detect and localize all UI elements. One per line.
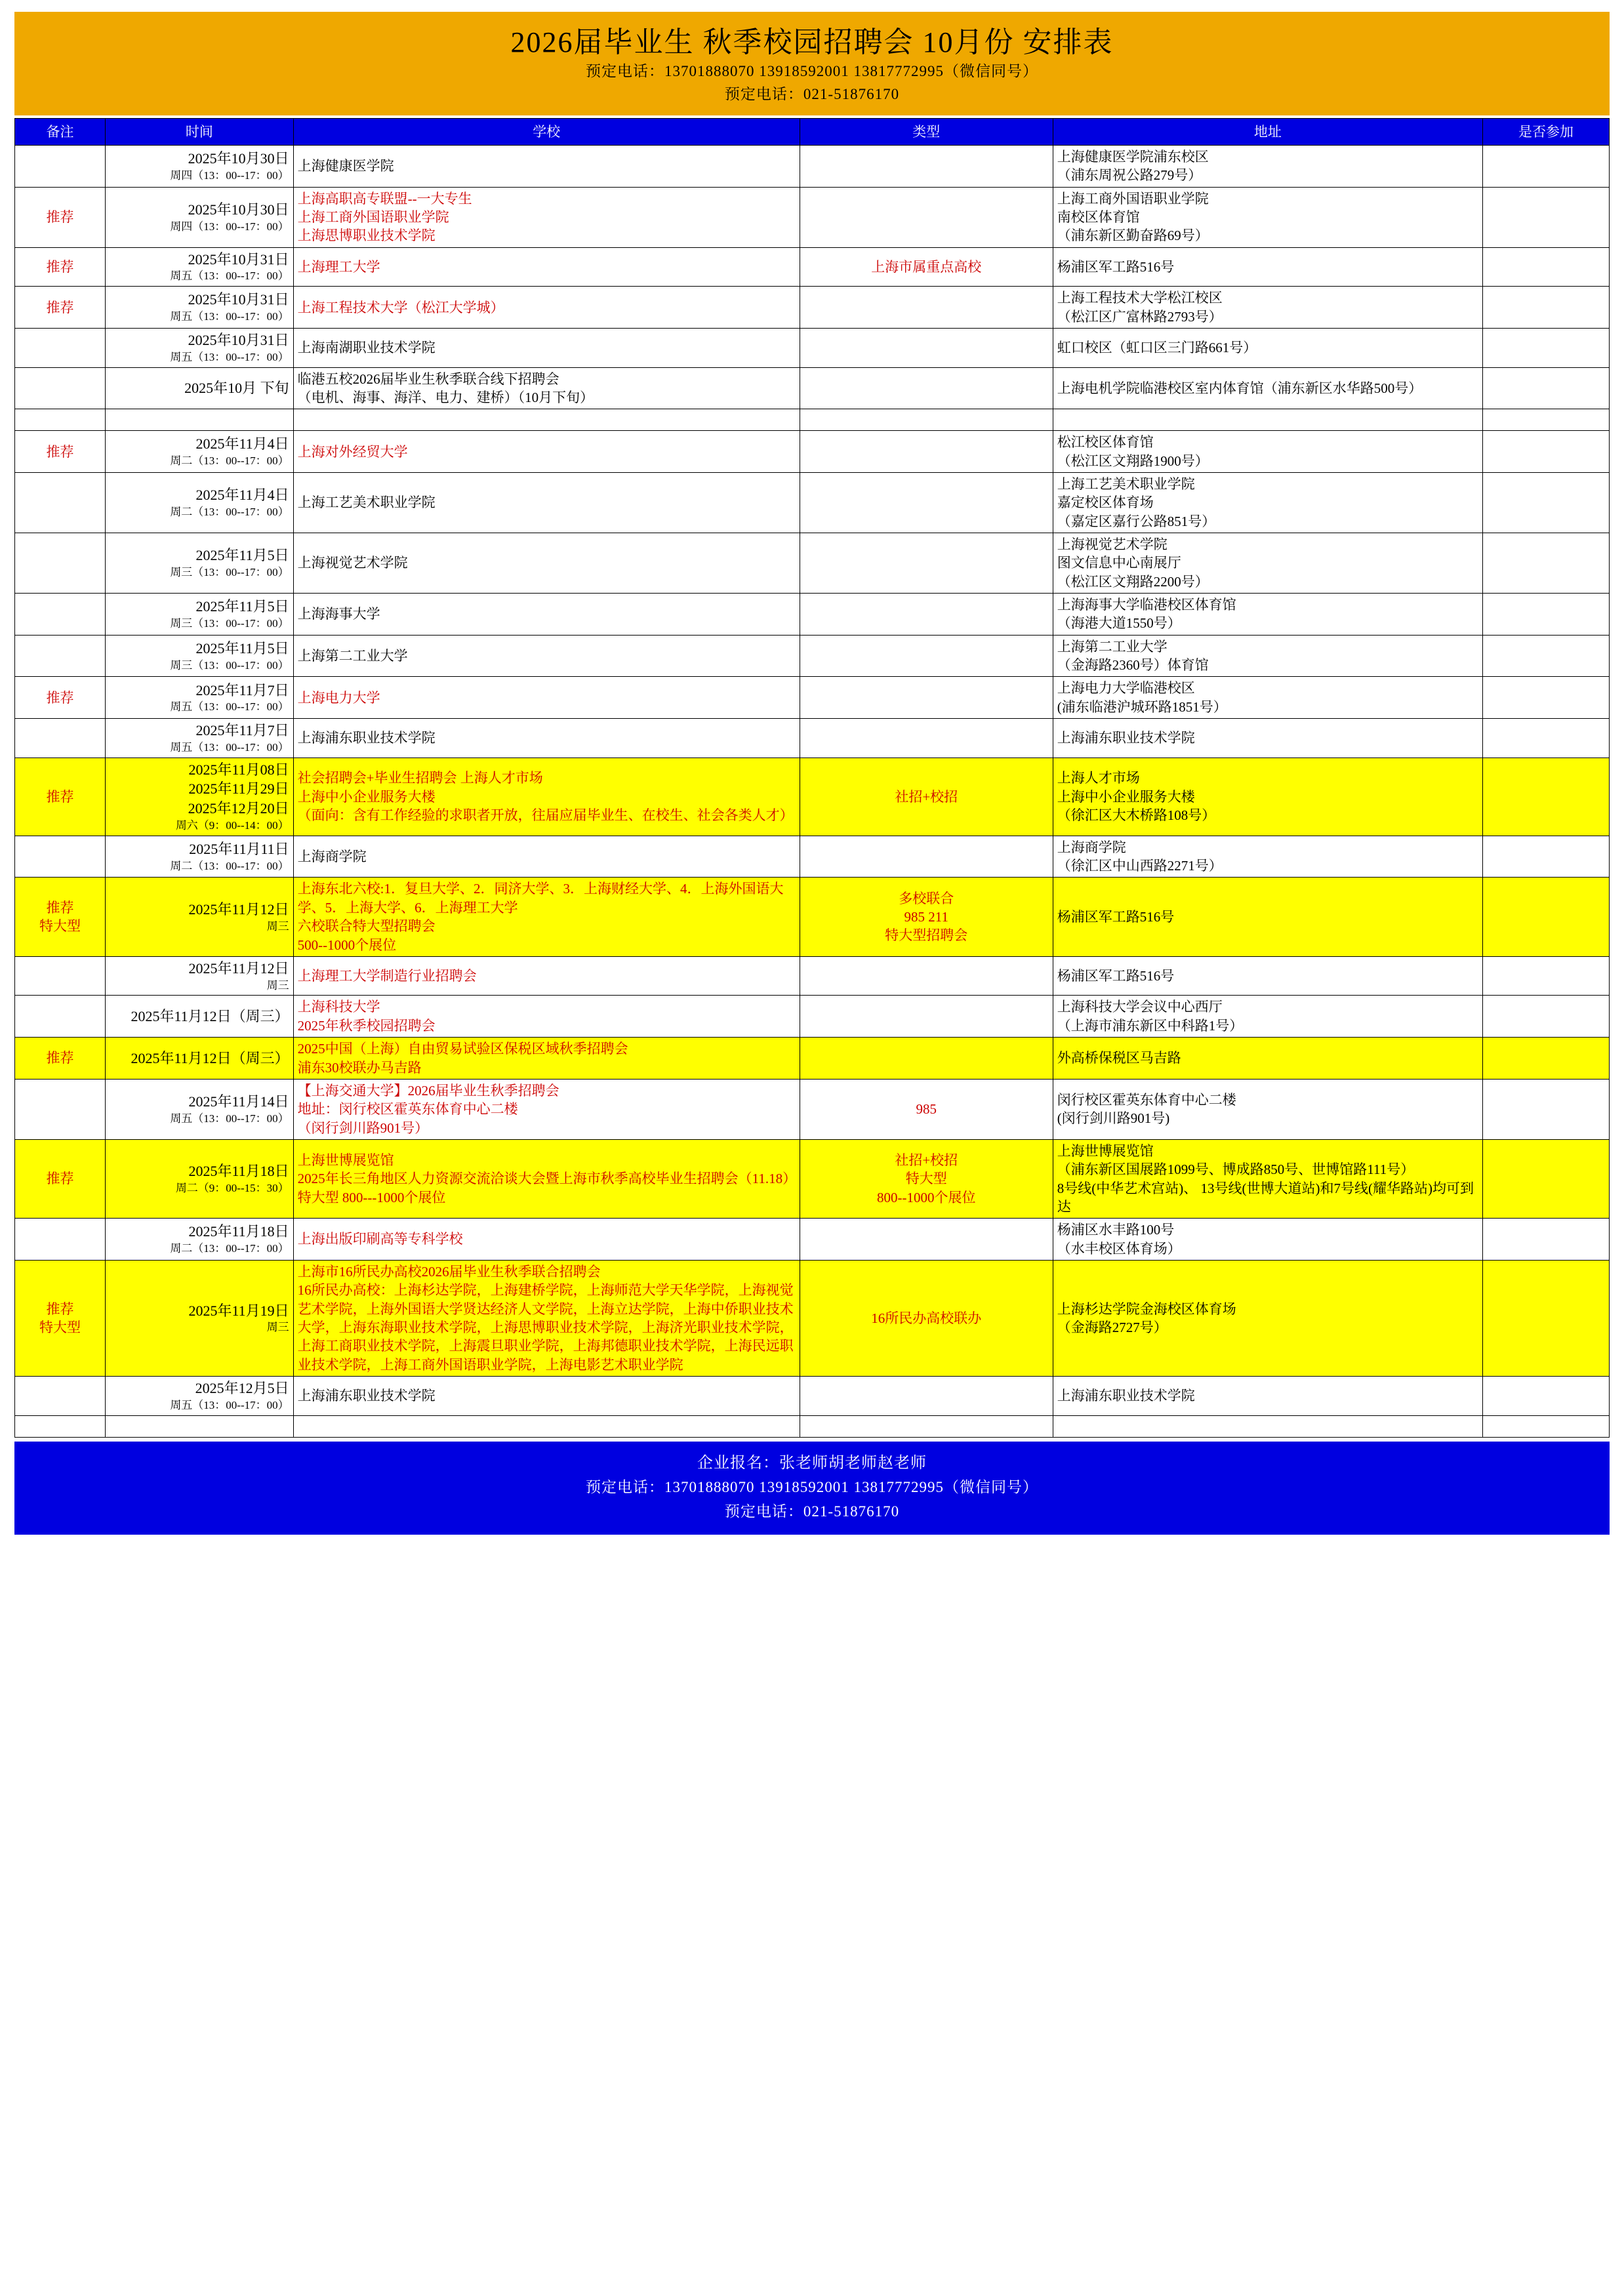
row-join-cell[interactable] [1482, 956, 1609, 996]
table-row [15, 594, 1610, 636]
row-datetime: 2025年11月12日 周三 [106, 878, 294, 956]
column-header-join: 是否参加 [1482, 119, 1609, 146]
row-school: 2025中国（上海）自由贸易试验区保税区域秋季招聘会 浦东30校联办马吉路 [293, 1038, 800, 1080]
column-header-address: 地址 [1053, 119, 1482, 146]
row-address: 上海世博展览馆 （浦东新区国展路1099号、博成路850号、世博馆路111号） 8号线(中华艺术宫站)、 13号线(世博大道站)和7号线(耀华路站)均可到达 [1053, 1139, 1482, 1218]
row-join-cell[interactable] [1482, 473, 1609, 533]
row-join-cell[interactable] [1482, 146, 1609, 188]
row-address: 上海工商外国语职业学院 南校区体育馆 （浦东新区勤奋路69号） [1053, 187, 1482, 247]
table-row [15, 956, 1610, 996]
row-type [800, 287, 1053, 329]
row-school: 临港五校2026届毕业生秋季联合线下招聘会 （电机、海事、海洋、电力、建桥）（10月下旬） [293, 367, 800, 409]
row-note [15, 473, 106, 533]
row-note [15, 1415, 106, 1437]
row-address: 杨浦区军工路516号 [1053, 247, 1482, 287]
table-row [15, 1139, 1610, 1218]
header-phone-line-1: 预定电话：13701888070 13918592001 13817772995（微信同号） [586, 63, 1038, 79]
column-header-note: 备注 [15, 119, 106, 146]
row-note [15, 367, 106, 409]
row-join-cell[interactable] [1482, 247, 1609, 287]
row-datetime: 2025年11月11日 周二（13：00--17：00） [106, 836, 294, 878]
row-school: 上海浦东职业技术学院 [293, 719, 800, 758]
row-note [15, 329, 106, 368]
row-type [800, 836, 1053, 878]
row-school: 上海出版印刷高等专科学校 [293, 1219, 800, 1261]
row-note [15, 635, 106, 677]
table-row [15, 473, 1610, 533]
row-type [800, 996, 1053, 1038]
row-address: 上海电力大学临港校区 (浦东临港沪城环路1851号） [1053, 677, 1482, 719]
row-type [800, 1415, 1053, 1437]
row-join-cell[interactable] [1482, 996, 1609, 1038]
row-address: 上海浦东职业技术学院 [1053, 1377, 1482, 1416]
table-row [15, 533, 1610, 594]
row-join-cell[interactable] [1482, 635, 1609, 677]
row-note [15, 719, 106, 758]
row-school: 上海对外经贸大学 [293, 431, 800, 473]
row-type [800, 473, 1053, 533]
row-join-cell[interactable] [1482, 329, 1609, 368]
row-type [800, 187, 1053, 247]
row-address: 上海电机学院临港校区室内体育馆（浦东新区水华路500号） [1053, 367, 1482, 409]
row-address: 上海第二工业大学 （金海路2360号）体育馆 [1053, 635, 1482, 677]
row-type [800, 146, 1053, 188]
table-row [15, 677, 1610, 719]
table-row [15, 187, 1610, 247]
row-note: 推荐 [15, 287, 106, 329]
row-datetime: 2025年11月18日 周二（9：00--15：30） [106, 1139, 294, 1218]
row-datetime: 2025年11月12日 周三 [106, 956, 294, 996]
row-datetime: 2025年10月31日 周五（13：00--17：00） [106, 247, 294, 287]
row-type [800, 1377, 1053, 1416]
row-type: 985 [800, 1079, 1053, 1139]
row-address: 上海浦东职业技术学院 [1053, 719, 1482, 758]
page-header [14, 12, 1610, 115]
row-school: 上海东北六校:1．复旦大学、2．同济大学、3．上海财经大学、4．上海外国语大学、5．上海大学、6．上海理工大学 六校联合特大型招聘会 500--1000个展位 [293, 878, 800, 956]
row-school: 上海浦东职业技术学院 [293, 1377, 800, 1416]
row-school: 上海健康医学院 [293, 146, 800, 188]
row-type: 社招+校招 [800, 758, 1053, 836]
row-datetime: 2025年11月4日 周二（13：00--17：00） [106, 473, 294, 533]
table-body [15, 146, 1610, 1438]
row-type [800, 956, 1053, 996]
row-school: 上海理工大学制造行业招聘会 [293, 956, 800, 996]
row-address: 外高桥保税区马吉路 [1053, 1038, 1482, 1080]
column-header-time: 时间 [106, 119, 294, 146]
row-note: 推荐 [15, 758, 106, 836]
row-join-cell[interactable] [1482, 677, 1609, 719]
row-datetime: 2025年11月08日 2025年11月29日 2025年12月20日 周六（9：00--14：00） [106, 758, 294, 836]
row-school: 上海海事大学 [293, 594, 800, 636]
table-row [15, 1219, 1610, 1261]
row-address: 上海人才市场 上海中小企业服务大楼 （徐汇区大木桥路108号） [1053, 758, 1482, 836]
row-datetime: 2025年11月5日 周三（13：00--17：00） [106, 594, 294, 636]
row-join-cell[interactable] [1482, 1038, 1609, 1080]
row-datetime: 2025年11月12日（周三） [106, 1038, 294, 1080]
row-type: 上海市属重点高校 [800, 247, 1053, 287]
table-row [15, 247, 1610, 287]
row-type: 多校联合 985 211 特大型招聘会 [800, 878, 1053, 956]
table-row [15, 287, 1610, 329]
row-join-cell[interactable] [1482, 1079, 1609, 1139]
table-row [15, 329, 1610, 368]
row-note: 推荐 [15, 1038, 106, 1080]
table-row [15, 146, 1610, 188]
row-join-cell[interactable] [1482, 836, 1609, 878]
row-type [800, 367, 1053, 409]
header-phone-line-2: 预定电话：021-51876170 [724, 85, 900, 102]
row-datetime: 2025年11月5日 周三（13：00--17：00） [106, 533, 294, 594]
row-join-cell[interactable] [1482, 878, 1609, 956]
page-footer [14, 1442, 1610, 1535]
row-note [15, 1377, 106, 1416]
table-row [15, 367, 1610, 409]
row-note: 推荐 [15, 247, 106, 287]
row-note [15, 533, 106, 594]
row-datetime: 2025年10月30日 周四（13：00--17：00） [106, 187, 294, 247]
row-address: 上海海事大学临港校区体育馆 （海港大道1550号） [1053, 594, 1482, 636]
row-note [15, 836, 106, 878]
row-join-cell[interactable] [1482, 758, 1609, 836]
table-row [15, 996, 1610, 1038]
row-join-cell[interactable] [1482, 409, 1609, 431]
footer-contact-line: 企业报名：张老师胡老师赵老师 [697, 1454, 927, 1472]
row-type [800, 1219, 1053, 1261]
row-address: 杨浦区军工路516号 [1053, 878, 1482, 956]
row-note [15, 996, 106, 1038]
row-address: 上海工艺美术职业学院 嘉定校区体育场 （嘉定区嘉行公路851号） [1053, 473, 1482, 533]
row-note [15, 1219, 106, 1261]
table-row [15, 836, 1610, 878]
row-school: 上海理工大学 [293, 247, 800, 287]
row-note [15, 956, 106, 996]
row-note [15, 1079, 106, 1139]
row-school: 【上海交通大学】2026届毕业生秋季招聘会 地址：闵行校区霍英东体育中心二楼 （闵行剑川路901号） [293, 1079, 800, 1139]
row-type [800, 677, 1053, 719]
row-type [800, 719, 1053, 758]
row-join-cell[interactable] [1482, 594, 1609, 636]
row-type [800, 594, 1053, 636]
row-school [293, 1415, 800, 1437]
row-address: 松江校区体育馆 （松江区文翔路1900号） [1053, 431, 1482, 473]
page-title: 2026届毕业生 秋季校园招聘会 10月份 安排表 [510, 26, 1114, 58]
table-row [15, 431, 1610, 473]
row-school: 上海世博展览馆 2025年长三角地区人力资源交流洽谈大会暨上海市秋季高校毕业生招聘会（11.18） 特大型 800---1000个展位 [293, 1139, 800, 1218]
row-type: 16所民办高校联办 [800, 1260, 1053, 1376]
row-join-cell[interactable] [1482, 1377, 1609, 1416]
row-datetime: 2025年11月5日 周三（13：00--17：00） [106, 635, 294, 677]
table-row [15, 1415, 1610, 1437]
row-join-cell[interactable] [1482, 431, 1609, 473]
table-row [15, 719, 1610, 758]
table-row [15, 878, 1610, 956]
row-address: 上海科技大学会议中心西厅 （上海市浦东新区中科路1号） [1053, 996, 1482, 1038]
row-school: 上海视觉艺术学院 [293, 533, 800, 594]
row-datetime: 2025年11月7日 周五（13：00--17：00） [106, 719, 294, 758]
row-school: 上海南湖职业技术学院 [293, 329, 800, 368]
row-join-cell[interactable] [1482, 1260, 1609, 1376]
row-note [15, 594, 106, 636]
footer-phone-line-2: 预定电话：021-51876170 [724, 1503, 900, 1520]
row-note: 推荐 特大型 [15, 1260, 106, 1376]
row-address [1053, 409, 1482, 431]
row-join-cell[interactable] [1482, 533, 1609, 594]
row-datetime: 2025年11月19日 周三 [106, 1260, 294, 1376]
row-datetime: 2025年11月14日 周五（13：00--17：00） [106, 1079, 294, 1139]
row-type: 社招+校招 特大型 800--1000个展位 [800, 1139, 1053, 1218]
table-row [15, 1038, 1610, 1080]
table-row [15, 635, 1610, 677]
row-school: 上海工程技术大学（松江大学城） [293, 287, 800, 329]
row-datetime: 2025年12月5日 周五（13：00--17：00） [106, 1377, 294, 1416]
row-type [800, 635, 1053, 677]
row-note: 推荐 [15, 677, 106, 719]
row-datetime: 2025年11月12日（周三） [106, 996, 294, 1038]
row-note: 推荐 [15, 1139, 106, 1218]
row-note: 推荐 [15, 187, 106, 247]
column-header-school: 学校 [293, 119, 800, 146]
row-address: 杨浦区军工路516号 [1053, 956, 1482, 996]
row-join-cell[interactable] [1482, 187, 1609, 247]
row-datetime [106, 1415, 294, 1437]
row-school: 上海商学院 [293, 836, 800, 878]
row-school: 上海第二工业大学 [293, 635, 800, 677]
row-address: 闵行校区霍英东体育中心二楼 (闵行剑川路901号) [1053, 1079, 1482, 1139]
row-join-cell[interactable] [1482, 287, 1609, 329]
table-row [15, 758, 1610, 836]
footer-phone-line-1: 预定电话：13701888070 13918592001 13817772995（微信同号） [586, 1479, 1038, 1496]
row-datetime [106, 409, 294, 431]
table-header [15, 119, 1610, 146]
row-join-cell[interactable] [1482, 367, 1609, 409]
row-address: 上海健康医学院浦东校区 （浦东周祝公路279号） [1053, 146, 1482, 188]
row-type [800, 1038, 1053, 1080]
row-school: 上海科技大学 2025年秋季校园招聘会 [293, 996, 800, 1038]
row-note [15, 146, 106, 188]
row-address: 杨浦区水丰路100号 （水丰校区体育场） [1053, 1219, 1482, 1261]
table-header-row [15, 119, 1610, 146]
row-address: 上海杉达学院金海校区体育场 （金海路2727号） [1053, 1260, 1482, 1376]
row-join-cell[interactable] [1482, 1139, 1609, 1218]
row-datetime: 2025年10月30日 周四（13：00--17：00） [106, 146, 294, 188]
row-datetime: 2025年11月7日 周五（13：00--17：00） [106, 677, 294, 719]
row-join-cell[interactable] [1482, 1219, 1609, 1261]
row-address [1053, 1415, 1482, 1437]
row-type [800, 431, 1053, 473]
table-row [15, 1260, 1610, 1376]
column-header-type: 类型 [800, 119, 1053, 146]
row-address: 上海商学院 （徐汇区中山西路2271号） [1053, 836, 1482, 878]
row-type [800, 533, 1053, 594]
table-row [15, 1377, 1610, 1416]
row-address: 上海视觉艺术学院 图文信息中心南展厅 （松江区文翔路2200号） [1053, 533, 1482, 594]
row-address: 上海工程技术大学松江校区 （松江区广富林路2793号） [1053, 287, 1482, 329]
row-datetime: 2025年10月 下旬 [106, 367, 294, 409]
row-join-cell[interactable] [1482, 719, 1609, 758]
row-note: 推荐 [15, 431, 106, 473]
row-datetime: 2025年11月18日 周二（13：00--17：00） [106, 1219, 294, 1261]
row-datetime: 2025年11月4日 周二（13：00--17：00） [106, 431, 294, 473]
table-row [15, 1079, 1610, 1139]
row-school: 社会招聘会+毕业生招聘会 上海人才市场 上海中小企业服务大楼 （面向：含有工作经验的求职者开放，往届应届毕业生、在校生、社会各类人才） [293, 758, 800, 836]
row-school: 上海市16所民办高校2026届毕业生秋季联合招聘会 16所民办高校：上海杉达学院，上海建桥学院，上海师范大学天华学院，上海视觉艺术学院，上海外国语大学贤达经济人文学院，上海立达学院，上海中侨职业技术大学，上海东海职业技术学院，上海思博职业技术学院，上海济光职业技术学院，上海工商职业技术学院，上海震旦职业学院，上海邦德职业技术学院，上海民远职业技术学院，上海工商外国语职业学院，上海电影艺术职业学院 [293, 1260, 800, 1376]
row-datetime: 2025年10月31日 周五（13：00--17：00） [106, 329, 294, 368]
row-type [800, 329, 1053, 368]
row-school: 上海工艺美术职业学院 [293, 473, 800, 533]
schedule-table [14, 118, 1610, 1438]
row-address: 虹口校区（虹口区三门路661号） [1053, 329, 1482, 368]
row-school [293, 409, 800, 431]
row-note: 推荐 特大型 [15, 878, 106, 956]
row-datetime: 2025年10月31日 周五（13：00--17：00） [106, 287, 294, 329]
row-type [800, 409, 1053, 431]
row-school: 上海高职高专联盟--一大专生 上海工商外国语职业学院 上海思博职业技术学院 [293, 187, 800, 247]
row-join-cell[interactable] [1482, 1415, 1609, 1437]
table-row [15, 409, 1610, 431]
row-note [15, 409, 106, 431]
row-school: 上海电力大学 [293, 677, 800, 719]
